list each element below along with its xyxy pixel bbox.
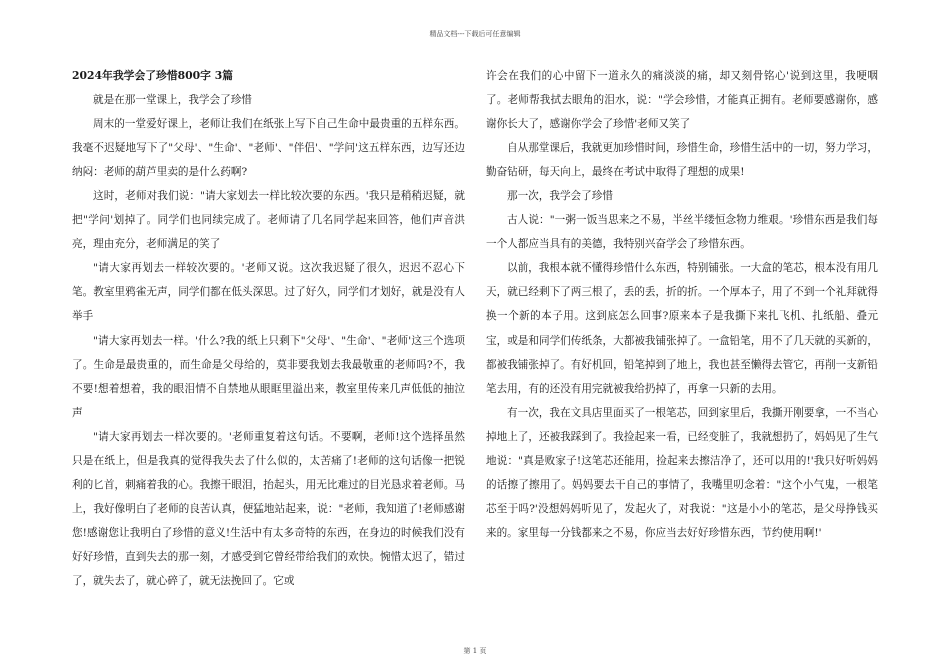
page-header: 精品文档---下载后可任意编辑: [429, 30, 521, 38]
page-footer: 第 1 页: [463, 647, 487, 655]
paragraph: "请大家再划去一样。'什么?我的纸上只剩下"父母'、"生命'、"老师'这三个选项了。生命是最贵重的，而生命是父母给的，莫非要我划去我最敬重的老师吗?不，我不要!想着想着，我的眼泪情不自禁地从眼眶里溢出来，教室里传来几声低低的抽泣声: [72, 334, 465, 419]
paragraph: 以前，我根本就不懂得珍惜什么东西，特别铺张。一大盒的笔芯，根本没有用几天，就已经剩下了两三根了，丢的丢，折的折。一个厚本子，用了不到一个礼拜就得换一个新的本子用。这到底怎么回事?原来本子是我撕下来扎飞机、扎纸船、叠元宝，或是和同学们传纸条，大都被我铺张掉了。一盒铅笔，用不了几天就的买新的，都被我铺张掉了。有好机回，铅笔掉到了地上，我也甚至懒得去管它，再削一支新铅笔去用，有的还没有用完就被我给扔掉了，再拿一只新的去用。: [486, 262, 878, 395]
paragraph: "请大家再划去一样次要的。'老师重复着这句话。不要啊，老师!这个选择虽然只是在纸上，但是我真的觉得我失去了什么似的，太苦痛了!老师的这句话像一把锐利的匕首，刺痛着我的心。我擦干眼泪，抬起头，用无比难过的目光恳求着老师。马上，我好像明白了老师的良苦认真，便猛地站起来，说："老师，我知道了!老师感谢您!感谢您让我明白了珍惜的意义!生活中有太多奇特的东西，在身边的时候我们没有好好珍惜，直到失去的那一刻，才感受到它曾经带给我们的欢快。惋惜太迟了，错过了，就失去了，就心碎了，就无法挽回了。它或: [72, 430, 465, 587]
left-column: [72, 64, 465, 593]
paragraph: 这时，老师对我们说："请大家划去一样比较次要的东西。'我只是稍稍迟疑，就把"学问'划掉了。同学们也同续完成了。老师请了几名同学起来回答，他们声音洪亮，理由充分，老师满足的笑了: [72, 190, 465, 251]
paragraph: 自从那堂课后，我就更加珍惜时间，珍惜生命，珍惜生活中的一切，努力学习，勤奋钻研，每天向上，最终在考试中取得了理想的成果!: [486, 142, 878, 179]
paragraph: 古人说："一粥一饭当思来之不易，半丝半缕恒念物力维艰。'珍惜东西是我们每一个人都应当具有的美德，我特别兴奋学会了珍惜东西。: [486, 214, 878, 251]
document-title: 2024年我学会了珍惜800字 3篇: [72, 69, 234, 82]
paragraph: 许会在我们的心中留下一道永久的痛淡淡的痛，却又刻骨铭心'说到这里，我哽咽了。老师帮我拭去眼角的泪水，说："学会珍惜，才能真正拥有。老师要感谢你，感谢你长大了，感谢你学会了珍惜'老师又笑了: [486, 70, 878, 131]
right-column: [486, 64, 878, 545]
paragraph: 有一次，我在文具店里面买了一根笔芯，回到家里后，我撕开刚要拿，一不当心掉地上了，还被我踩到了。我捡起来一看，已经变脏了，我就想扔了，妈妈见了生气地说："真是败家子!这笔芯还能用，捡起来去擦洁净了，还可以用的!'我只好听妈妈的话擦了擦用了。妈妈要去干自己的事情了，我嘴里叨念着："这个小气鬼，一根笔芯至于吗?'没想妈妈听见了，发起火了，对我说："这是小小的笔芯，是父母挣钱买来的。家里每一分钱都来之不易，你应当去好好珍惜东西，节约使用啊!': [486, 406, 878, 539]
section-heading: 那一次，我学会了珍惜: [507, 190, 613, 203]
paragraph: 周末的一堂爱好课上，老师让我们在纸张上写下自己生命中最贵重的五样东西。我毫不迟疑地写下了"父母'、"生命'、"老师'、"伴侣'、"学问'这五样东西，边写还边纳闷：老师的葫芦里卖的是什么药啊?: [72, 118, 465, 179]
paragraph: 就是在那一堂课上，我学会了珍惜: [93, 94, 252, 107]
paragraph: "请大家再划去一样较次要的。'老师又说。这次我迟疑了很久，迟迟不忍心下笔。教室里鸦雀无声，同学们都在低头深思。过了好久，同学们才划好，就是没有人举手: [72, 262, 465, 323]
